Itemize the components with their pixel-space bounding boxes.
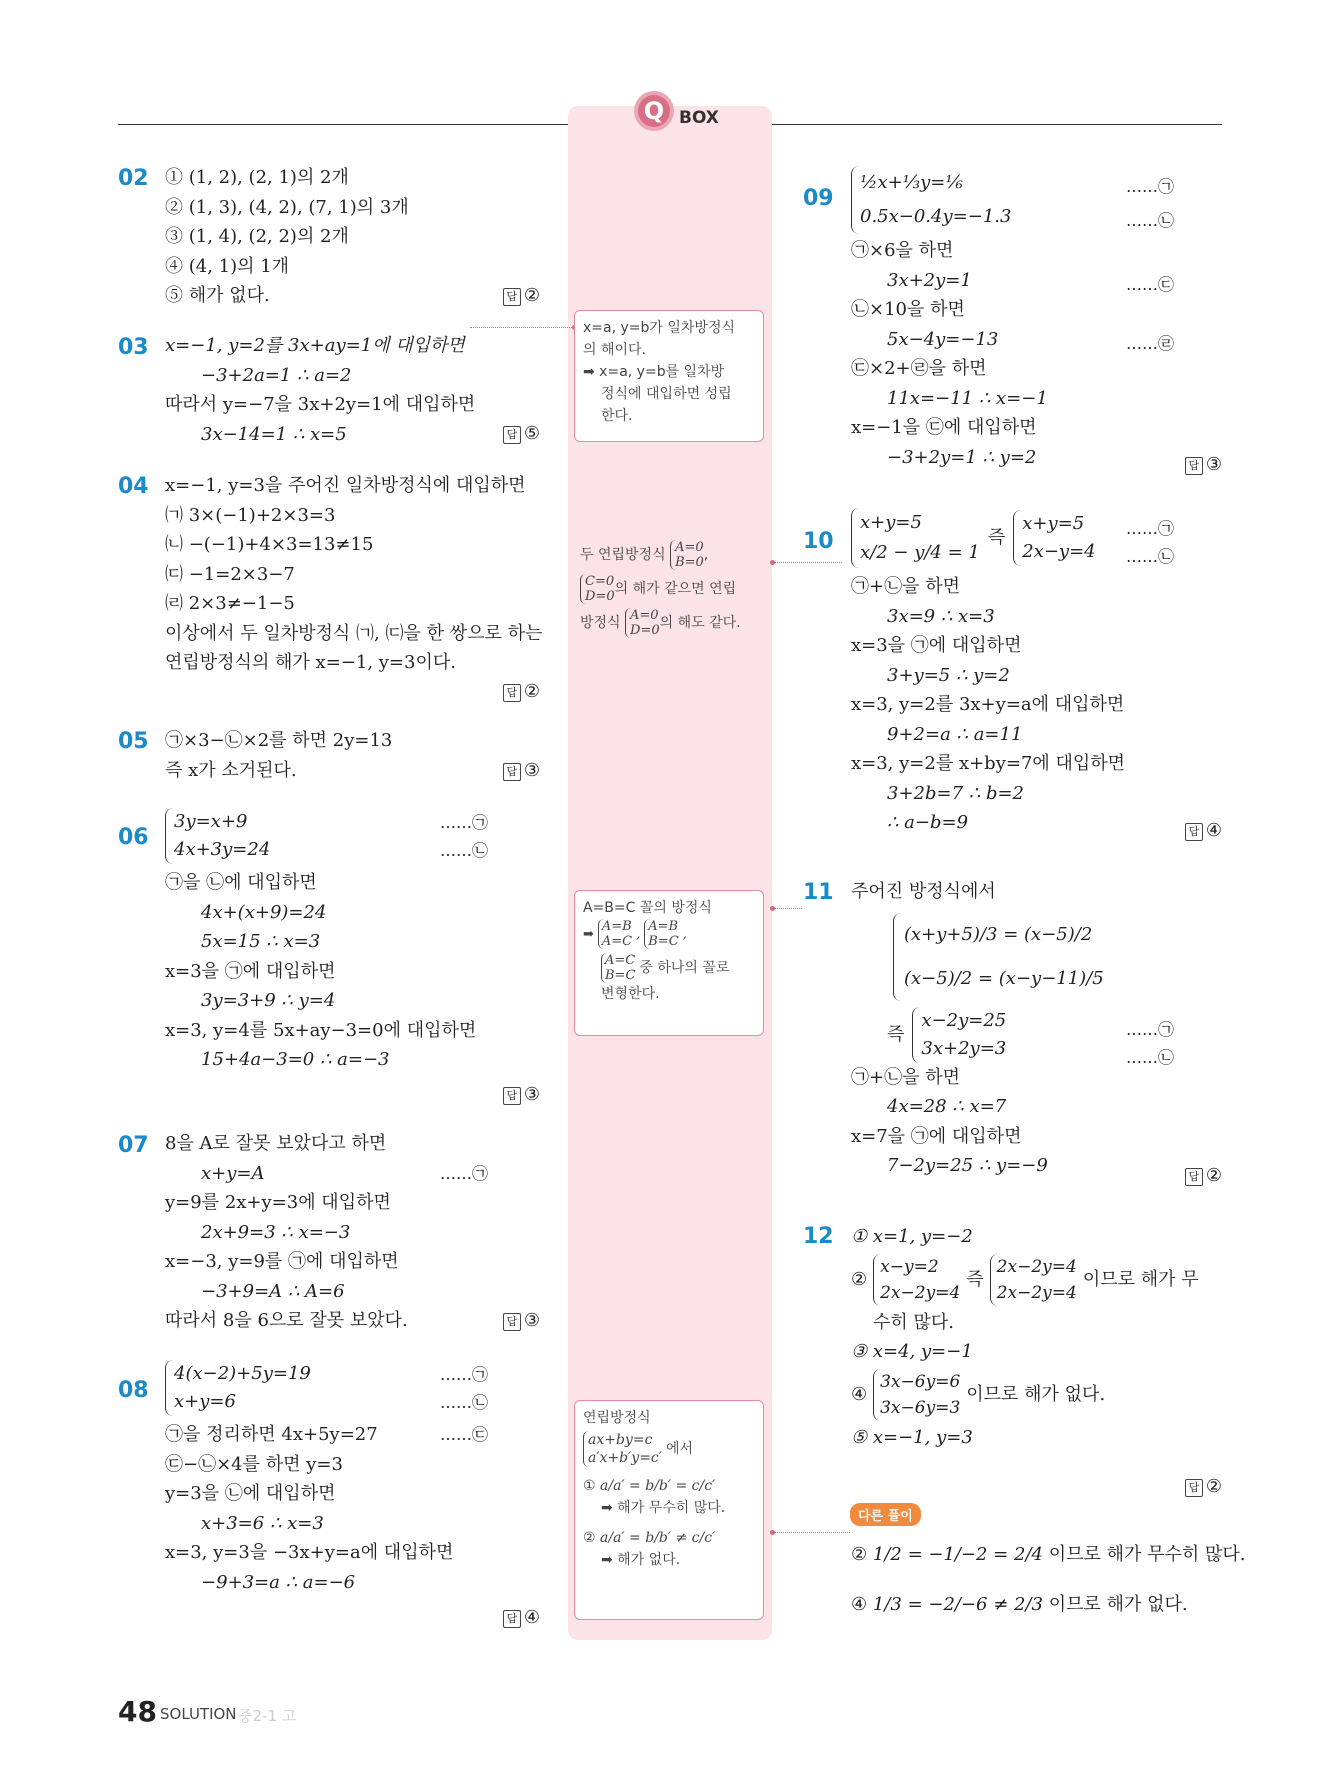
note-line: ➡ 해가 무수히 많다. bbox=[601, 1500, 726, 1516]
solution-line: x=3, y=2를 3x+y=a에 대입하면 bbox=[851, 694, 1125, 715]
equation: 0.5x−0.4y=−1.3 bbox=[860, 206, 1012, 227]
solution-line: ㉡×10을 하면 bbox=[851, 299, 965, 320]
solution-line: 8을 A로 잘못 보았다고 하면 bbox=[165, 1133, 387, 1154]
answer: 답 ④ bbox=[1185, 816, 1222, 846]
problem-number: 07 bbox=[118, 1133, 149, 1158]
solution-line: ② (1, 3), (4, 2), (7, 1)의 3개 bbox=[165, 196, 409, 218]
solution-line: x=3, y=2를 x+by=7에 대입하면 bbox=[851, 753, 1126, 774]
solution-line: x=3을 ㉠에 대입하면 bbox=[165, 960, 336, 982]
equation: 3x+2y=3 bbox=[921, 1037, 1007, 1059]
solution-line: 9+2=a ∴ a=11 bbox=[887, 723, 1023, 745]
equation-mark: ……㉡ bbox=[1126, 1048, 1175, 1067]
equation-system bbox=[990, 1254, 1077, 1306]
solution-line: 따라서 y=−7을 3x+2y=1에 대입하면 bbox=[165, 394, 476, 415]
alt-solution-badge: 다른 풀이 bbox=[850, 1503, 921, 1526]
note-line: ➡ x=a, y=b를 일차방 bbox=[583, 364, 725, 380]
solution-line: ㉠+㉡을 하면 bbox=[851, 576, 960, 597]
answer-icon: 답 bbox=[503, 1313, 521, 1331]
solution-line: 3x=9 ∴ x=3 bbox=[887, 605, 995, 627]
note-line: 의 해이다. bbox=[583, 342, 646, 358]
note-solution-count: 연립방정식 ax+by=c a′x+b′y=c′ 에서 ① a/a′ = b/b′ = c/c′ ➡ 해가 무수히 많다. ② a/a′ = b/b′ ≠ c/c′ ➡ 해가 없다. bbox=[574, 1400, 764, 1620]
solution-line: 즉 x가 소거된다. bbox=[165, 759, 297, 781]
equation-mark: ……㉠ bbox=[440, 813, 489, 832]
choice-number: ② bbox=[851, 1544, 868, 1565]
answer-icon: 답 bbox=[1185, 823, 1203, 841]
answer-icon: 답 bbox=[503, 1087, 521, 1105]
equation: 2x−2y=4 bbox=[880, 1282, 961, 1303]
joiner: 즉 bbox=[887, 1023, 905, 1045]
problem-12 bbox=[851, 1222, 1222, 1497]
solution-line: 3x−14=1 ∴ x=5 bbox=[201, 423, 347, 445]
solution-text: 이므로 해가 없다. bbox=[966, 1383, 1106, 1405]
solution-line: ④ (4, 1)의 1개 bbox=[165, 255, 290, 277]
equation: ½x+⅓y=⅙ bbox=[860, 172, 963, 193]
note-line: x=a, y=b가 일차방정식 bbox=[583, 320, 735, 336]
solution-line: 4x+(x+9)=24 bbox=[201, 901, 327, 923]
equation-mark: ……㉡ bbox=[1126, 547, 1175, 566]
problem-number: 10 bbox=[803, 529, 834, 554]
note-brace: A=B B=C bbox=[644, 919, 678, 949]
ratio-expression: 1/3 = −2/−6 ≠ 2/3 bbox=[872, 1594, 1043, 1615]
answer: 답 ② bbox=[503, 281, 540, 311]
solution-line: ∴ a−b=9 bbox=[887, 812, 969, 833]
problem-04 bbox=[165, 471, 543, 702]
answer-icon: 답 bbox=[1185, 457, 1203, 475]
solution-line: 4x=28 ∴ x=7 bbox=[887, 1096, 1007, 1117]
solution-line: x=7을 ㉠에 대입하면 bbox=[851, 1125, 1022, 1147]
solution-text: 이므로 해가 무 bbox=[1082, 1268, 1199, 1290]
equation: x−y=2 bbox=[880, 1256, 939, 1277]
equation-mark: ……㉠ bbox=[440, 1164, 489, 1183]
equation: 2x−y=4 bbox=[1022, 541, 1096, 562]
note-line: 두 연립방정식 bbox=[580, 547, 666, 563]
equation: (x+y+5)/3 = (x−5)/2 bbox=[904, 923, 1093, 945]
equation-system bbox=[1013, 510, 1095, 566]
note-abc-form: A=B=C 꼴의 방정식 ➡ A=B A=C , A=B B=C , A=C B=C 중 하나의 꼴로 변형한다. bbox=[574, 890, 764, 1036]
equation-mark: ……㉠ bbox=[1126, 177, 1175, 196]
problem-number: 05 bbox=[118, 729, 149, 754]
choice-number: ④ bbox=[851, 1594, 868, 1615]
answer: 답 ③ bbox=[503, 1306, 540, 1336]
solution-line: ㉠×6을 하면 bbox=[851, 240, 954, 261]
solution-line: 7−2y=25 ∴ y=−9 bbox=[887, 1155, 1048, 1176]
answer: 답 ③ bbox=[503, 756, 540, 786]
solution-line: ⑤ 해가 없다. bbox=[165, 285, 270, 306]
solution-line: 3+2b=7 ∴ b=2 bbox=[887, 782, 1024, 804]
solution-line: x=3, y=4를 5x+ay−3=0에 대입하면 bbox=[165, 1019, 477, 1041]
equation-mark: ……㉠ bbox=[1126, 519, 1175, 538]
answer: 답 ② bbox=[503, 677, 540, 707]
solution-line: −3+9=A ∴ A=6 bbox=[201, 1280, 345, 1302]
joiner: 즉 bbox=[966, 1268, 984, 1290]
choice-number: ④ bbox=[851, 1383, 868, 1405]
answer: 답 ② bbox=[1185, 1472, 1222, 1502]
footer-label: SOLUTION bbox=[160, 1705, 237, 1723]
problem-11 bbox=[851, 877, 1222, 1186]
problem-07 bbox=[165, 1129, 540, 1336]
equation: x+y=6 bbox=[174, 1391, 236, 1412]
solution-line: ⑤ x=−1, y=3 bbox=[851, 1426, 973, 1448]
connector-dot bbox=[770, 560, 775, 565]
solution-line: ㈂ −1=2×3−7 bbox=[165, 563, 295, 585]
answer: 답 ⑤ bbox=[503, 419, 540, 449]
equation: 3x−6y=3 bbox=[880, 1397, 961, 1418]
answer: 답 ③ bbox=[503, 1080, 540, 1110]
note-equivalent-systems: 두 연립방정식 A=0 B=0 , C=0 D=0 의 해가 같으면 연립 방정식 A=0 D=0 의 해도 같다. bbox=[580, 540, 741, 638]
solution-line: 연립방정식의 해가 x=−1, y=3이다. bbox=[165, 652, 456, 673]
solution-line: ㉢×2+㉣을 하면 bbox=[851, 358, 987, 379]
solution-line: x+3=6 ∴ x=3 bbox=[201, 1512, 324, 1534]
solution-line: y=3을 ㉡에 대입하면 bbox=[165, 1483, 336, 1504]
note-connector bbox=[772, 1532, 850, 1533]
equation: 2x−2y=4 bbox=[996, 1256, 1077, 1277]
alt-solution: ② 1/2 = −1/−2 = 2/4 이므로 해가 무수히 많다. ④ 1/3 = −2/−6 ≠ 2/3 이므로 해가 없다. bbox=[851, 1544, 1246, 1615]
note-line: 변형한다. bbox=[601, 986, 660, 1002]
note-brace: A=0 B=0 bbox=[670, 540, 704, 570]
solution-line: 주어진 방정식에서 bbox=[851, 881, 996, 902]
solution-line: 5x−4y=−13 bbox=[887, 328, 999, 350]
problem-number: 03 bbox=[118, 335, 149, 360]
solution-line: ③ (1, 4), (2, 2)의 2개 bbox=[165, 226, 349, 247]
problem-10 bbox=[851, 508, 1222, 841]
solution-line: ㈁ −(−1)+4×3=13≠15 bbox=[165, 534, 374, 555]
solution-line: ③ x=4, y=−1 bbox=[851, 1341, 973, 1362]
note-connector bbox=[470, 327, 574, 328]
solution-line: −3+2a=1 ∴ a=2 bbox=[201, 364, 352, 386]
solution-line: ① (1, 2), (2, 1)의 2개 bbox=[165, 167, 349, 188]
equation-mark: ……㉠ bbox=[1126, 1020, 1175, 1039]
note-brace: ax+by=c a′x+b′y=c′ bbox=[583, 1431, 662, 1467]
equation: 4(x−2)+5y=19 bbox=[174, 1363, 311, 1384]
answer-icon: 답 bbox=[503, 763, 521, 781]
ratio-unequal: a/a′ = b/b′ ≠ c/c′ bbox=[600, 1530, 716, 1546]
equation: 4x+3y=24 bbox=[174, 839, 271, 860]
solution-line: ㈀ 3×(−1)+2×3=3 bbox=[165, 504, 336, 526]
answer-icon: 답 bbox=[503, 684, 521, 702]
note-line: ➡ 해가 없다. bbox=[601, 1552, 681, 1568]
solution-line: 이상에서 두 일차방정식 ㈀, ㈂을 한 쌍으로 하는 bbox=[165, 622, 543, 644]
problem-number: 02 bbox=[118, 166, 149, 191]
equation-mark: ……㉠ bbox=[440, 1365, 489, 1384]
answer-icon: 답 bbox=[503, 426, 521, 444]
problem-03 bbox=[165, 331, 540, 449]
problem-number: 12 bbox=[803, 1224, 834, 1249]
answer: 답 ③ bbox=[1185, 450, 1222, 480]
connector-dot bbox=[770, 1530, 775, 1535]
solution-line: 5x=15 ∴ x=3 bbox=[201, 931, 321, 952]
problem-05 bbox=[165, 726, 540, 785]
qbox-label: BOX bbox=[679, 108, 719, 128]
solution-line: 3+y=5 ∴ y=2 bbox=[887, 664, 1010, 686]
problem-number: 08 bbox=[118, 1378, 149, 1403]
note-line: 정식에 대입하면 성립 bbox=[601, 386, 732, 402]
equation-mark: ……㉡ bbox=[440, 1393, 489, 1412]
equation-system bbox=[893, 913, 1222, 1001]
solution-line: y=9를 2x+y=3에 대입하면 bbox=[165, 1192, 391, 1213]
solution-line: ㉠×3−㉡×2를 하면 2y=13 bbox=[165, 730, 393, 751]
note-brace: C=0 D=0 bbox=[580, 574, 615, 604]
ratio-equal: a/a′ = b/b′ = c/c′ bbox=[600, 1478, 716, 1494]
solution-line: ㈃ 2×3≠−1−5 bbox=[165, 593, 295, 614]
solution-line: 15+4a−3=0 ∴ a=−3 bbox=[201, 1049, 390, 1070]
note-solution-definition bbox=[574, 310, 764, 442]
top-rule-right bbox=[772, 124, 1222, 125]
equation-mark: ……㉣ bbox=[1126, 334, 1175, 353]
answer: 답 ② bbox=[1185, 1161, 1222, 1191]
equation: x−2y=25 bbox=[921, 1009, 1007, 1031]
note-line: 연립방정식 bbox=[583, 1410, 651, 1426]
ratio-expression: 1/2 = −1/−2 = 2/4 bbox=[872, 1544, 1043, 1565]
answer-icon: 답 bbox=[503, 1610, 521, 1628]
equation: 2x−2y=4 bbox=[996, 1282, 1077, 1303]
equation-mark: ……㉡ bbox=[440, 841, 489, 860]
equation-system bbox=[873, 1254, 960, 1306]
solution-line: 2x+9=3 ∴ x=−3 bbox=[201, 1221, 351, 1243]
note-brace: A=B A=C bbox=[598, 919, 632, 949]
problem-09 bbox=[851, 166, 1222, 475]
solution-line: 따라서 8을 6으로 잘못 보았다. bbox=[165, 1310, 408, 1331]
note-connector bbox=[772, 908, 802, 909]
solution-line: x=−1, y=3을 주어진 일차방정식에 대입하면 bbox=[165, 475, 526, 496]
choice-number: ② bbox=[851, 1268, 868, 1290]
solution-line: ㉠을 정리하면 4x+5y=27 bbox=[165, 1424, 378, 1445]
solution-line: x=−1, y=2를 3x+ay=1에 대입하면 bbox=[165, 335, 465, 356]
problem-number: 09 bbox=[803, 186, 834, 211]
equation-system bbox=[912, 1007, 1006, 1063]
solution-line: −3+2y=1 ∴ y=2 bbox=[887, 446, 1037, 468]
note-line: A=B=C 꼴의 방정식 bbox=[583, 900, 712, 916]
problem-number: 11 bbox=[803, 880, 834, 905]
solution-line: ㉠을 ㉡에 대입하면 bbox=[165, 872, 317, 893]
equation: x+y=5 bbox=[860, 512, 922, 533]
equation-mark: ……㉢ bbox=[1126, 275, 1175, 294]
solution-line: 수히 많다. bbox=[873, 1311, 954, 1333]
note-brace: A=0 D=0 bbox=[625, 608, 660, 638]
page-number: 48 bbox=[118, 1695, 157, 1728]
connector-dot bbox=[770, 906, 775, 911]
solution-line: 3y=3+9 ∴ y=4 bbox=[201, 990, 336, 1011]
problem-02 bbox=[165, 163, 540, 311]
solution-line: 3x+2y=1 bbox=[887, 269, 972, 291]
solution-line: x=3, y=3을 −3x+y=a에 대입하면 bbox=[165, 1542, 454, 1563]
problem-06 bbox=[165, 808, 540, 1105]
note-line: 한다. bbox=[601, 408, 633, 424]
answer-icon: 답 bbox=[1185, 1168, 1203, 1186]
equation-system bbox=[851, 508, 980, 568]
solution-line: x+y=A bbox=[201, 1162, 265, 1184]
solution-line: 11x=−11 ∴ x=−1 bbox=[887, 387, 1048, 409]
joiner: 즉 bbox=[987, 527, 1006, 549]
solution-line: ㉠+㉡을 하면 bbox=[851, 1066, 960, 1088]
equation: 3y=x+9 bbox=[174, 811, 248, 832]
solution-line: x=−1을 ㉢에 대입하면 bbox=[851, 417, 1037, 438]
answer: 답 ④ bbox=[503, 1603, 540, 1633]
equation: (x−5)/2 = (x−y−11)/5 bbox=[904, 967, 1104, 989]
equation-mark: ……㉡ bbox=[1126, 211, 1175, 230]
footer-ghost-text: 중2-1 고 bbox=[238, 1707, 297, 1725]
equation: x+y=5 bbox=[1022, 513, 1085, 534]
solution-line: −9+3=a ∴ a=−6 bbox=[201, 1571, 356, 1593]
answer-icon: 답 bbox=[503, 288, 521, 306]
note-connector bbox=[772, 562, 842, 563]
top-rule-left bbox=[118, 124, 568, 125]
solution-line: x=3을 ㉠에 대입하면 bbox=[851, 635, 1022, 656]
problem-number: 04 bbox=[118, 474, 149, 499]
note-brace: A=C B=C bbox=[601, 953, 635, 983]
solution-line: ① x=1, y=−2 bbox=[851, 1226, 973, 1247]
q-logo-icon: Q bbox=[634, 91, 674, 131]
answer-icon: 답 bbox=[1185, 1479, 1203, 1497]
equation-system bbox=[873, 1369, 960, 1421]
problem-number: 06 bbox=[118, 825, 149, 850]
problem-08 bbox=[165, 1360, 540, 1628]
solution-line: x=−3, y=9를 ㉠에 대입하면 bbox=[165, 1251, 399, 1272]
equation: 3x−6y=6 bbox=[880, 1371, 961, 1392]
equation: x/2 − y/4 = 1 bbox=[860, 542, 980, 563]
solution-line: ㉢−㉡×4를 하면 y=3 bbox=[165, 1453, 343, 1475]
equation-mark: ……㉢ bbox=[440, 1425, 489, 1444]
